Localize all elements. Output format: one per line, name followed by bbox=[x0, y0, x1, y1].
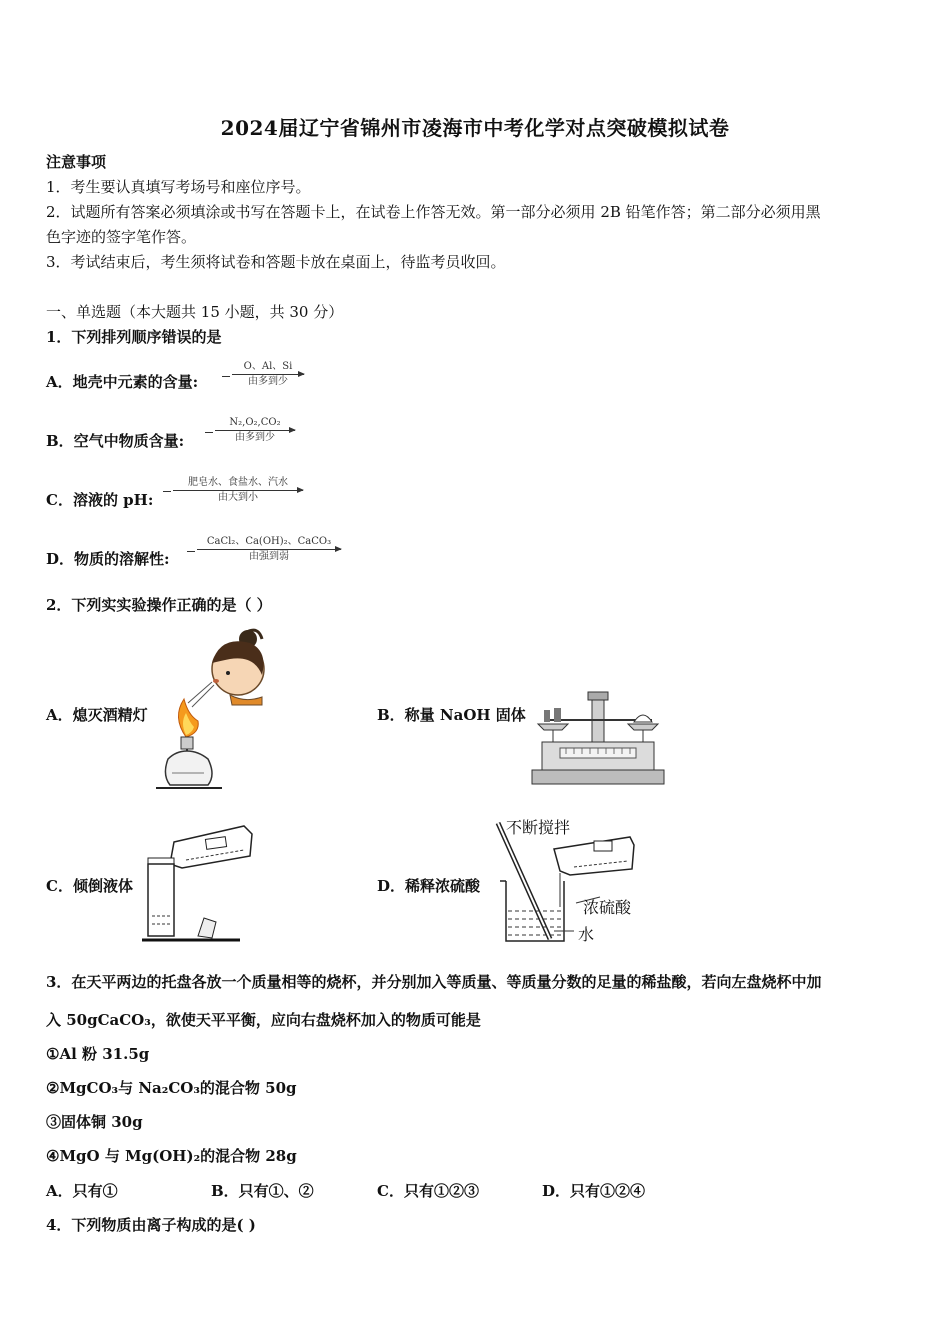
q1-option-a-label: A．地壳中元素的含量: bbox=[46, 373, 199, 391]
arrow-dash bbox=[222, 376, 230, 377]
arrow-line bbox=[197, 549, 341, 550]
question-3-stem: 3．在天平两边的托盘各放一个质量相等的烧杯，并分别加入等质量、等质量分数的足量的稀盐酸，若向左盘烧杯中加 bbox=[46, 973, 822, 991]
q2-option-a-label: A．熄灭酒精灯 bbox=[46, 706, 148, 724]
pouring-liquid-figure bbox=[140, 820, 255, 945]
arrow-bottom-text: 由多到少 bbox=[248, 376, 288, 387]
arrow-line bbox=[215, 430, 295, 431]
balance-figure bbox=[530, 690, 668, 788]
arrow-top-text: N₂,O₂,CO₂ bbox=[229, 417, 281, 428]
q3-choice-c: C．只有①②③ bbox=[377, 1182, 479, 1200]
notice-heading: 注意事项 bbox=[46, 153, 107, 171]
arrow-bottom-text: 由多到少 bbox=[235, 432, 275, 443]
arrow-bottom-text: 由大到小 bbox=[218, 492, 258, 503]
q1-option-b-arrow bbox=[215, 417, 295, 444]
q2-option-b-label: B．称量 NaOH 固体 bbox=[377, 706, 526, 724]
q1-option-a-arrow bbox=[232, 361, 304, 388]
arrow-dash bbox=[205, 432, 213, 433]
q3-item: ④MgO 与 Mg(OH)₂的混合物 28g bbox=[46, 1147, 297, 1165]
q3-item: ②MgCO₃与 Na₂CO₃的混合物 50g bbox=[46, 1079, 297, 1097]
water-label: 水 bbox=[578, 925, 595, 944]
q1-option-d-arrow bbox=[197, 536, 341, 563]
acid-label: 浓硫酸 bbox=[583, 898, 632, 917]
alcohol-lamp-figure bbox=[150, 625, 285, 793]
arrow-top-text: 肥皂水、食盐水、汽水 bbox=[188, 477, 288, 488]
arrow-dash bbox=[163, 491, 171, 492]
question-3-stem-cont: 入 50gCaCO₃，欲使天平平衡，应向右盘烧杯加入的物质可能是 bbox=[46, 1011, 481, 1029]
q3-choice-b: B．只有①、② bbox=[211, 1182, 314, 1200]
notice-item: 色字迹的签字笔作答。 bbox=[46, 228, 197, 246]
q1-option-c-arrow bbox=[173, 477, 303, 504]
arrow-line bbox=[232, 374, 304, 375]
question-4-stem: 4．下列物质由离子构成的是( ) bbox=[46, 1216, 256, 1234]
q3-item: ③固体铜 30g bbox=[46, 1113, 143, 1131]
arrow-dash bbox=[187, 551, 195, 552]
q3-choice-d: D．只有①②④ bbox=[542, 1182, 646, 1200]
arrow-top-text: O、Al、Si bbox=[243, 361, 293, 372]
question-1-stem: 1．下列排列顺序错误的是 bbox=[46, 328, 222, 346]
q1-option-b-label: B．空气中物质含量: bbox=[46, 432, 185, 450]
arrow-top-text: CaCl₂、Ca(OH)₂、CaCO₃ bbox=[206, 536, 332, 547]
q1-option-d-label: D．物质的溶解性: bbox=[46, 550, 170, 568]
arrow-line bbox=[173, 490, 303, 491]
q3-choice-a: A．只有① bbox=[46, 1182, 118, 1200]
notice-item: 2．试题所有答案必须填涂或书写在答题卡上，在试卷上作答无效。第一部分必须用 2B 铅笔作答；第二部分必须用黑 bbox=[46, 203, 821, 221]
question-2-stem: 2．下列实实验操作正确的是（ ） bbox=[46, 596, 272, 614]
q1-option-c-label: C．溶液的 pH: bbox=[46, 491, 154, 509]
q3-item: ①Al 粉 31.5g bbox=[46, 1045, 150, 1063]
page-title: 2024届辽宁省锦州市凌海市中考化学对点突破模拟试卷 bbox=[220, 116, 730, 140]
notice-item: 3．考试结束后，考生须将试卷和答题卡放在桌面上，待监考员收回。 bbox=[46, 253, 506, 271]
q2-option-c-label: C．倾倒液体 bbox=[46, 877, 133, 895]
stir-label: 不断搅拌 bbox=[506, 818, 571, 837]
arrow-bottom-text: 由强到弱 bbox=[249, 551, 289, 562]
q2-option-d-label: D．稀释浓硫酸 bbox=[377, 877, 481, 895]
section-heading: 一、单选题（本大题共 15 小题，共 30 分） bbox=[46, 303, 344, 321]
notice-item: 1．考生要认真填写考场号和座位序号。 bbox=[46, 178, 311, 196]
